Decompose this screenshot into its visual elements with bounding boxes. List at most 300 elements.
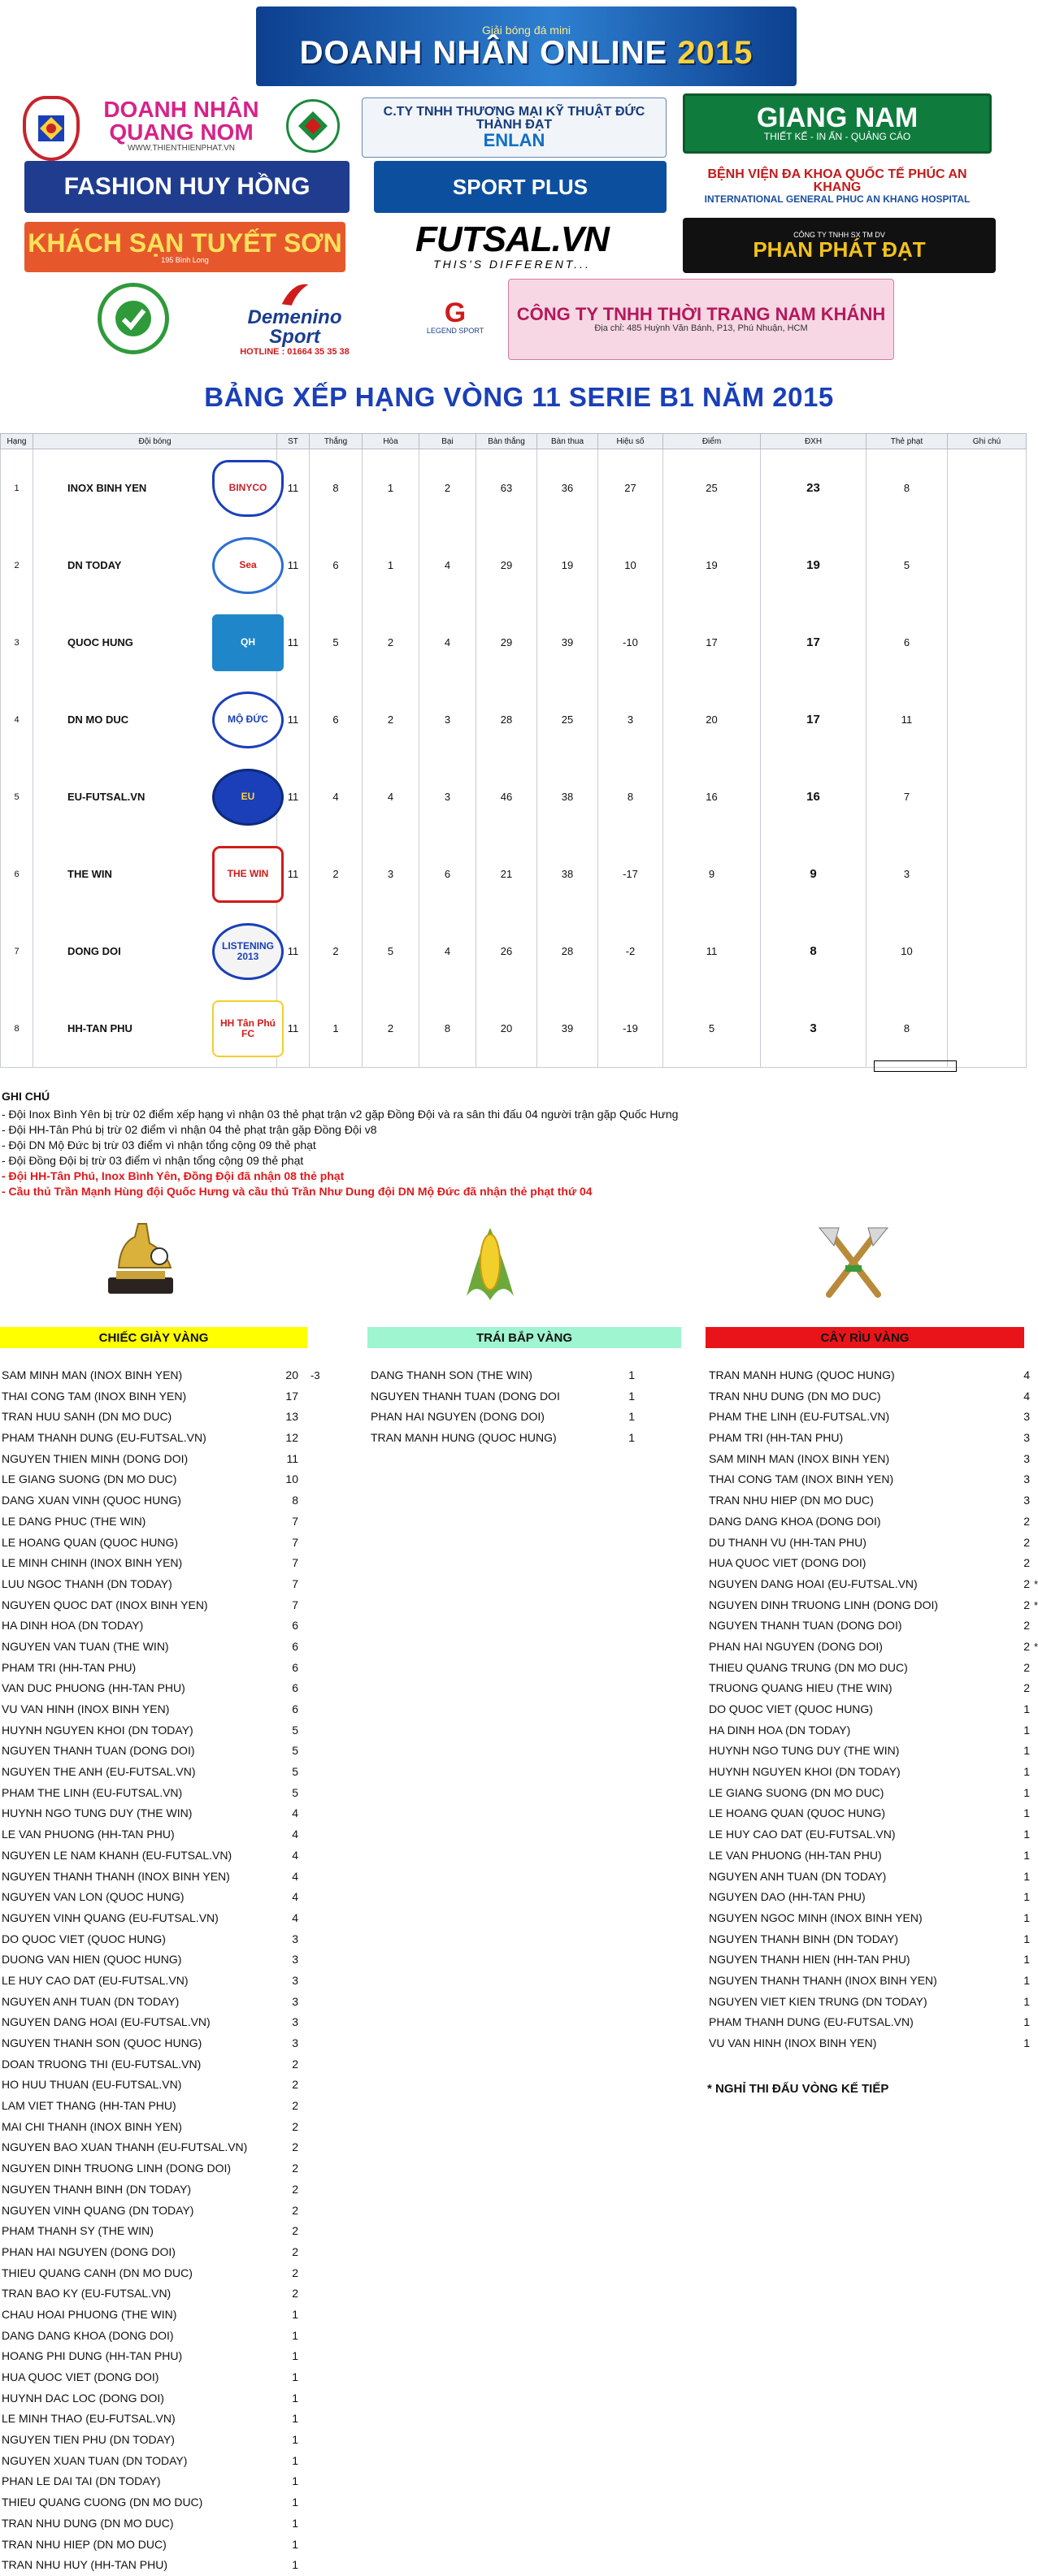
award-list-item <box>709 1469 1034 1490</box>
award-list-item <box>2 2179 359 2201</box>
award-list-item <box>2 2201 359 2222</box>
golden-axe-list <box>709 1365 1038 2054</box>
award-list-item <box>709 1637 1038 1658</box>
player-count: 2 <box>292 2224 298 2238</box>
award-list-item <box>2 1803 359 1824</box>
points: 20 <box>663 681 761 758</box>
award-list-item <box>2 1490 359 1511</box>
player-count: 3 <box>292 2036 298 2049</box>
award-list-item <box>2 2075 359 2096</box>
table-row <box>1 758 1027 835</box>
player-count: 2 <box>292 2119 298 2133</box>
cards: 5 <box>866 527 948 604</box>
draws: 1 <box>363 527 419 604</box>
sponsor-duc-thanh-dat: C.TY TNHH THƯƠNG MẠI KỸ THUẬT ĐỨC THÀNH ĐẠT ENLAN <box>362 98 667 158</box>
goal-diff: -10 <box>598 604 663 681</box>
player-name: HUYNH DAC LOC (DONG DOI) <box>2 2391 164 2405</box>
goals-against: 19 <box>537 527 598 604</box>
table-header-row <box>1 434 1027 449</box>
player-count: 1 <box>292 2453 298 2467</box>
goal-diff: 3 <box>598 681 663 758</box>
goal-diff: 27 <box>598 449 663 527</box>
cards: 8 <box>866 990 948 1068</box>
player-count: 1 <box>292 2433 298 2447</box>
ranking-points: 3 <box>761 990 866 1068</box>
goals-for: 21 <box>476 835 537 913</box>
award-list-item <box>2 2221 359 2242</box>
player-name: TRAN NHU HIEP (DN MO DUC) <box>709 1494 874 1507</box>
player-count: 1 <box>628 1431 635 1445</box>
player-count: 1 <box>628 1410 635 1424</box>
player-name: THIEU QUANG CANH (DN MO DUC) <box>2 2266 193 2279</box>
player-extra: * <box>1034 1640 1038 1653</box>
losses: 4 <box>419 604 476 681</box>
player-name: THIEU QUANG TRUNG (DN MO DUC) <box>709 1660 908 1674</box>
goals-against: 39 <box>537 604 598 681</box>
player-name: HA DINH HOA (DN TODAY) <box>709 1723 851 1737</box>
player-name: NGUYEN THANH BINH (DN TODAY) <box>709 1932 899 1945</box>
player-count: 4 <box>292 1890 298 1904</box>
team-logo-mark: EU <box>212 769 284 826</box>
player-name: HUYNH NGUYEN KHOI (DN TODAY) <box>709 1765 901 1779</box>
player-name: TRAN HUU SANH (DN MO DUC) <box>2 1410 172 1424</box>
award-list-item <box>709 1386 1034 1407</box>
golden-axe-icon <box>813 1223 894 1300</box>
player-count: 7 <box>292 1576 298 1590</box>
award-list-item <box>2 2388 359 2409</box>
player-count: 1 <box>1023 1723 1030 1737</box>
player-name: TRAN NHU HUY (HH-TAN PHU) <box>2 2558 168 2572</box>
note <box>948 681 1027 758</box>
wins: 6 <box>310 681 363 758</box>
col-goals-against: Bàn thua <box>537 434 598 449</box>
player-name: NGUYEN THE ANH (EU-FUTSAL.VN) <box>2 1765 196 1779</box>
player-name: DUONG VAN HIEN (QUOC HUNG) <box>2 1953 182 1967</box>
player-name: PHAN LE DAI TAI (DN TODAY) <box>2 2474 161 2488</box>
cards: 7 <box>866 758 948 835</box>
award-list-item <box>709 1908 1034 1929</box>
player-count: 3 <box>1023 1494 1030 1507</box>
player-count: 7 <box>292 1556 298 1570</box>
award-list-item <box>2 1845 359 1867</box>
player-name: DANG THANH SON (THE WIN) <box>371 1368 532 1381</box>
draws: 2 <box>363 681 419 758</box>
award-list-item <box>2 1992 359 2013</box>
player-count: 2 <box>1023 1556 1030 1570</box>
player-name: PHAM THANH DUNG (EU-FUTSAL.VN) <box>709 2015 914 2029</box>
player-count: 7 <box>292 1598 298 1611</box>
goals-for: 20 <box>476 990 537 1068</box>
award-list-item <box>371 1365 639 1386</box>
player-count: 4 <box>1023 1368 1030 1381</box>
player-count: 5 <box>292 1744 298 1758</box>
award-list-item <box>2 1365 359 1386</box>
check-icon <box>113 298 154 339</box>
goals-for: 28 <box>476 681 537 758</box>
award-list-item <box>709 1428 1034 1449</box>
player-count: 1 <box>292 2391 298 2405</box>
team-cell <box>33 913 277 990</box>
col-ranking-points: ĐXH <box>761 434 866 449</box>
team-logo <box>200 845 296 904</box>
player-count: 1 <box>1023 1765 1030 1779</box>
player-name: VAN DUC PHUONG (HH-TAN PHU) <box>2 1681 185 1695</box>
award-list-item <box>2 1741 359 1762</box>
award-list-item <box>2 2305 359 2326</box>
player-count: 2 <box>1023 1598 1030 1611</box>
note-line: - Đội Đồng Đội bị trừ 03 điểm vì nhận tổng cộng 09 thẻ phạt <box>2 1154 304 1167</box>
cards: 3 <box>866 835 948 913</box>
ranking-points: 19 <box>761 527 866 604</box>
player-name: HA DINH HOA (DN TODAY) <box>2 1619 144 1633</box>
player-count: 5 <box>292 1765 298 1779</box>
played: 11 <box>277 990 310 1068</box>
player-name: PHAM THANH SY (THE WIN) <box>2 2224 154 2238</box>
player-count: 2 <box>1023 1576 1030 1590</box>
player-name: NGUYEN THANH HIEN (HH-TAN PHU) <box>709 1953 910 1967</box>
sponsor-sport-plus: SPORT PLUS <box>374 161 667 213</box>
note <box>948 758 1027 835</box>
points: 17 <box>663 604 761 681</box>
team-logo-mark: HH Tân Phú FC <box>212 1000 284 1057</box>
player-count: 1 <box>292 2474 298 2488</box>
diamond-icon <box>297 110 329 142</box>
award-list-item <box>709 1407 1034 1428</box>
col-played: ST <box>277 434 310 449</box>
ranking-points: 8 <box>761 913 866 990</box>
award-list-item <box>2 2012 359 2033</box>
player-name: NGUYEN DINH TRUONG LINH (DONG DOI) <box>2 2162 232 2175</box>
award-list-item <box>371 1407 639 1428</box>
golden-corn-header: TRÁI BẮP VÀNG <box>367 1327 681 1348</box>
table-row <box>1 835 1027 913</box>
player-name: PHAN HAI NGUYEN (DONG DOI) <box>709 1639 883 1653</box>
award-list-item <box>2 1908 359 1929</box>
note-line-red: - Cầu thủ Trần Mạnh Hùng đội Quốc Hưng và cầu thủ Trần Như Dung đội DN Mộ Đức đã nhận thẻ phạt thứ 04 <box>2 1185 593 1198</box>
award-list-item <box>2 1386 359 1407</box>
player-name: NGUYEN DINH TRUONG LINH (DONG DOI) <box>709 1598 939 1611</box>
player-name: DO QUOC VIET (QUOC HUNG) <box>709 1702 873 1715</box>
banner-year: 2015 <box>677 35 754 72</box>
team-logo <box>200 922 296 981</box>
player-count: 3 <box>292 1932 298 1945</box>
player-count: 1 <box>292 2496 298 2509</box>
player-count: 1 <box>1023 1890 1030 1904</box>
award-list-item <box>2 2283 359 2305</box>
team-name: DONG DOI <box>67 945 121 957</box>
player-name: LE MINH THAO (EU-FUTSAL.VN) <box>2 2412 176 2426</box>
award-list-item <box>2 2555 359 2576</box>
team-logo <box>200 691 296 749</box>
player-count: 1 <box>292 2349 298 2363</box>
player-name: THIEU QUANG CUONG (DN MO DUC) <box>2 2496 203 2509</box>
player-count: 1 <box>1023 1785 1030 1799</box>
award-list-item <box>2 1971 359 1992</box>
player-count: 1 <box>1023 1910 1030 1924</box>
player-name: LAM VIET THANG (HH-TAN PHU) <box>2 2099 176 2113</box>
team-logo <box>200 536 296 595</box>
player-count: 1 <box>292 2412 298 2426</box>
cards: 6 <box>866 604 948 681</box>
team-logo-mark: LISTENING 2013 <box>212 923 284 980</box>
award-list-item <box>709 1867 1034 1888</box>
player-name: NGUYEN THANH TUAN (DONG DOI) <box>709 1619 902 1633</box>
player-count: 3 <box>292 1953 298 1967</box>
player-name: NGUYEN BAO XUAN THANH (EU-FUTSAL.VN) <box>2 2140 248 2154</box>
team-cell <box>33 990 277 1068</box>
player-count: 1 <box>292 2328 298 2342</box>
points: 5 <box>663 990 761 1068</box>
award-list-item <box>2 1867 359 1888</box>
player-name: TRUONG QUANG HIEU (THE WIN) <box>709 1681 893 1695</box>
suspension-footnote: * NGHỈ THI ĐẤU VÒNG KẾ TIẾP <box>707 2082 889 2096</box>
team-logo <box>200 614 296 672</box>
player-count: 6 <box>292 1639 298 1653</box>
award-list-item <box>2 1615 359 1637</box>
award-list-item <box>709 1929 1034 1950</box>
player-name: NGUYEN VIET KIEN TRUNG (DN TODAY) <box>709 1994 927 2008</box>
player-name: PHAM TRI (HH-TAN PHU) <box>2 1660 137 1674</box>
award-list-item <box>2 1553 359 1574</box>
goals-against: 38 <box>537 758 598 835</box>
player-name: MAI CHI THANH (INOX BINH YEN) <box>2 2119 182 2133</box>
goal-diff: 8 <box>598 758 663 835</box>
goal-diff: -19 <box>598 990 663 1068</box>
player-count: 3 <box>1023 1451 1030 1465</box>
wins: 8 <box>310 449 363 527</box>
note-line: - Đội Inox Bình Yên bị trừ 02 điểm xếp hạng vì nhận 03 thẻ phạt trận v2 gặp Đồng Đội và ra sân thi đấu 04 người trận gặp Quốc Hưng <box>2 1108 679 1121</box>
player-count: 4 <box>292 1869 298 1883</box>
sponsor-giang-nam: GIANG NAM THIẾT KẾ - IN ẤN - QUẢNG CÁO <box>683 93 992 154</box>
ranking-points: 17 <box>761 681 866 758</box>
points: 16 <box>663 758 761 835</box>
award-list-item <box>2 2346 359 2367</box>
award-list-item <box>2 2096 359 2117</box>
sponsor-phuc-an-khang: BỆNH VIỆN ĐA KHOA QUỐC TẾ PHÚC AN KHANG INTERNATIONAL GENERAL PHUC AN KHANG HOSPITAL <box>683 158 992 215</box>
award-list-item <box>2 1407 359 1428</box>
sponsor-huy-hong: FASHION HUY HỒNG <box>24 161 350 213</box>
table-row <box>1 527 1027 604</box>
player-name: TRAN MANH HUNG (QUOC HUNG) <box>709 1368 895 1381</box>
points: 11 <box>663 913 761 990</box>
player-count: 6 <box>292 1660 298 1674</box>
award-list-item <box>709 1449 1034 1470</box>
player-count: 2 <box>1023 1514 1030 1528</box>
award-list-item <box>2 2492 359 2513</box>
award-list-item <box>709 1574 1038 1595</box>
award-list-item <box>2 2054 359 2075</box>
player-name: NGUYEN THIEN MINH (DONG DOI) <box>2 1451 189 1465</box>
standings-table <box>0 433 1027 1068</box>
col-goal-diff: Hiệu số <box>598 434 663 449</box>
player-count: 1 <box>1023 2015 1030 2029</box>
goals-against: 28 <box>537 913 598 990</box>
award-list-item <box>709 1615 1034 1637</box>
award-list-item <box>371 1428 639 1449</box>
losses: 6 <box>419 835 476 913</box>
player-count: 20 <box>285 1368 298 1381</box>
player-count: 7 <box>292 1535 298 1549</box>
player-name: PHAM TRI (HH-TAN PHU) <box>709 1431 844 1445</box>
player-name: TRAN NHU DUNG (DN MO DUC) <box>709 1389 881 1403</box>
player-count: 1 <box>292 2558 298 2572</box>
wins: 5 <box>310 604 363 681</box>
team-logo-mark: BINYCO <box>212 460 284 517</box>
player-count: 10 <box>285 1472 298 1486</box>
award-list-item <box>2 1637 359 1658</box>
team-cell <box>33 835 277 913</box>
goals-for: 63 <box>476 449 537 527</box>
player-name: NGUYEN DANG HOAI (EU-FUTSAL.VN) <box>709 1576 918 1590</box>
player-count: 2 <box>1023 1619 1030 1633</box>
player-name: HUYNH NGUYEN KHOI (DN TODAY) <box>2 1723 193 1737</box>
player-count: 1 <box>292 2307 298 2321</box>
player-count: 2 <box>292 2162 298 2175</box>
team-cell <box>33 604 277 681</box>
award-list-item <box>2 1762 359 1783</box>
player-count: 2 <box>1023 1660 1030 1674</box>
sponsor-banner-doanh-nhan-online: Giải bóng đá mini DOANH NHÂN ONLINE 2015 <box>256 7 797 86</box>
sponsor-demenino-sport: Demenino Sport HOTLINE : 01664 35 35 38 <box>219 280 370 358</box>
draws: 2 <box>363 990 419 1068</box>
player-name: NGUYEN THANH SON (QUOC HUNG) <box>2 2036 202 2049</box>
player-name: LE VAN PHUONG (HH-TAN PHU) <box>2 1828 175 1841</box>
team-rank: 5 <box>1 758 33 835</box>
goals-for: 29 <box>476 527 537 604</box>
player-name: LE GIANG SUONG (DN MO DUC) <box>709 1785 884 1799</box>
col-rank: Hạng <box>1 434 33 449</box>
player-count: 1 <box>1023 1848 1030 1862</box>
player-name: TRAN NHU DUNG (DN MO DUC) <box>2 2516 174 2530</box>
team-rank: 1 <box>1 449 33 527</box>
played: 11 <box>277 758 310 835</box>
team-name: THE WIN <box>67 868 112 880</box>
award-list-item <box>2 2137 359 2158</box>
player-name: SAM MINH MAN (INOX BINH YEN) <box>709 1451 890 1465</box>
player-count: 1 <box>1023 1869 1030 1883</box>
award-list-item <box>2 2471 359 2492</box>
player-name: NGUYEN VAN TUAN (THE WIN) <box>2 1639 169 1653</box>
award-list-item <box>2 1574 359 1595</box>
sponsor-doanh-nhan-quang-nom: DOANH NHÂN QUANG NOM WWW.THIENTHIENPHAT.VN <box>88 93 275 158</box>
player-extra: * <box>1034 1598 1038 1611</box>
wins: 2 <box>310 835 363 913</box>
table-row <box>1 990 1027 1068</box>
team-name: HH-TAN PHU <box>67 1022 132 1034</box>
award-list-item <box>2 2430 359 2451</box>
points: 9 <box>663 835 761 913</box>
player-count: 5 <box>292 1785 298 1799</box>
player-count: 1 <box>1023 1994 1030 2008</box>
award-list-item <box>709 1678 1034 1699</box>
player-count: 2 <box>1023 1681 1030 1695</box>
ranking-points: 23 <box>761 449 866 527</box>
player-count: 6 <box>292 1681 298 1695</box>
award-list-item <box>2 2409 359 2430</box>
wins: 2 <box>310 913 363 990</box>
player-count: 2 <box>292 2099 298 2113</box>
ranking-points: 16 <box>761 758 866 835</box>
col-points: Điểm <box>663 434 761 449</box>
note <box>948 604 1027 681</box>
player-name: PHAM THE LINH (EU-FUTSAL.VN) <box>2 1785 183 1799</box>
player-count: 1 <box>292 2537 298 2551</box>
col-losses: Bại <box>419 434 476 449</box>
player-count: 1 <box>1023 1973 1030 1987</box>
points: 19 <box>663 527 761 604</box>
draws: 2 <box>363 604 419 681</box>
table-row <box>1 449 1027 527</box>
player-name: HUYNH NGO TUNG DUY (THE WIN) <box>2 1806 193 1820</box>
player-name: NGUYEN VAN LON (QUOC HUNG) <box>2 1890 185 1904</box>
player-count: 3 <box>1023 1410 1030 1424</box>
golden-axe-header: CÂY RÌU VÀNG <box>706 1327 1024 1348</box>
player-name: NGUYEN THANH THANH (INOX BINH YEN) <box>709 1973 937 1987</box>
player-count: 2 <box>1023 1535 1030 1549</box>
award-list-item <box>2 2117 359 2138</box>
player-name: TRAN MANH HUNG (QUOC HUNG) <box>371 1431 557 1445</box>
played: 11 <box>277 835 310 913</box>
award-list-item <box>2 1929 359 1950</box>
team-rank: 4 <box>1 681 33 758</box>
award-list-item <box>2 1428 359 1449</box>
col-notes: Ghi chú <box>948 434 1027 449</box>
diamond-logo <box>286 99 340 153</box>
team-logo-mark: Sea <box>212 537 284 594</box>
player-count: 4 <box>292 1828 298 1841</box>
wins: 6 <box>310 527 363 604</box>
player-name: DOAN TRUONG THI (EU-FUTSAL.VN) <box>2 2057 202 2071</box>
award-list-item <box>709 1971 1034 1992</box>
award-list-item <box>2 1678 359 1699</box>
award-list-item <box>709 1595 1038 1616</box>
player-count: 2 <box>292 2287 298 2301</box>
table-row <box>1 604 1027 681</box>
note-line: - Đội DN Mộ Đức bị trừ 03 điểm vì nhận tổng cộng 09 thẻ phạt <box>2 1138 316 1151</box>
player-name: LE DANG PHUC (THE WIN) <box>2 1514 146 1528</box>
draws: 4 <box>363 758 419 835</box>
player-name: DANG DANG KHOA (DONG DOI) <box>709 1514 881 1528</box>
player-count: 1 <box>1023 1702 1030 1715</box>
losses: 3 <box>419 758 476 835</box>
goals-against: 38 <box>537 835 598 913</box>
player-count: 6 <box>292 1619 298 1633</box>
player-count: 1 <box>292 2516 298 2530</box>
team-logo <box>200 768 296 826</box>
team-logo-mark: QH <box>212 614 284 671</box>
award-list-item <box>2 1720 359 1741</box>
player-name: TRAN BAO KY (EU-FUTSAL.VN) <box>2 2287 172 2301</box>
player-count: 2 <box>292 2078 298 2092</box>
cards: 11 <box>866 681 948 758</box>
award-list-item <box>2 1949 359 1971</box>
golden-corn-list <box>371 1365 639 1449</box>
award-list-item <box>709 1762 1034 1783</box>
played: 11 <box>277 681 310 758</box>
losses: 4 <box>419 527 476 604</box>
table-row <box>1 681 1027 758</box>
player-count: 1 <box>1023 1806 1030 1820</box>
player-name: NGUYEN THANH THANH (INOX BINH YEN) <box>2 1869 230 1883</box>
award-list-item <box>709 1658 1034 1679</box>
player-name: NGUYEN ANH TUAN (DN TODAY) <box>709 1869 887 1883</box>
player-name: LE HUY CAO DAT (EU-FUTSAL.VN) <box>2 1973 189 1987</box>
empty-cell-box <box>874 1060 957 1072</box>
team-name: QUOC HUNG <box>67 636 133 648</box>
award-list-item <box>709 1845 1034 1867</box>
player-name: LE GIANG SUONG (DN MO DUC) <box>2 1472 177 1486</box>
wins: 4 <box>310 758 363 835</box>
